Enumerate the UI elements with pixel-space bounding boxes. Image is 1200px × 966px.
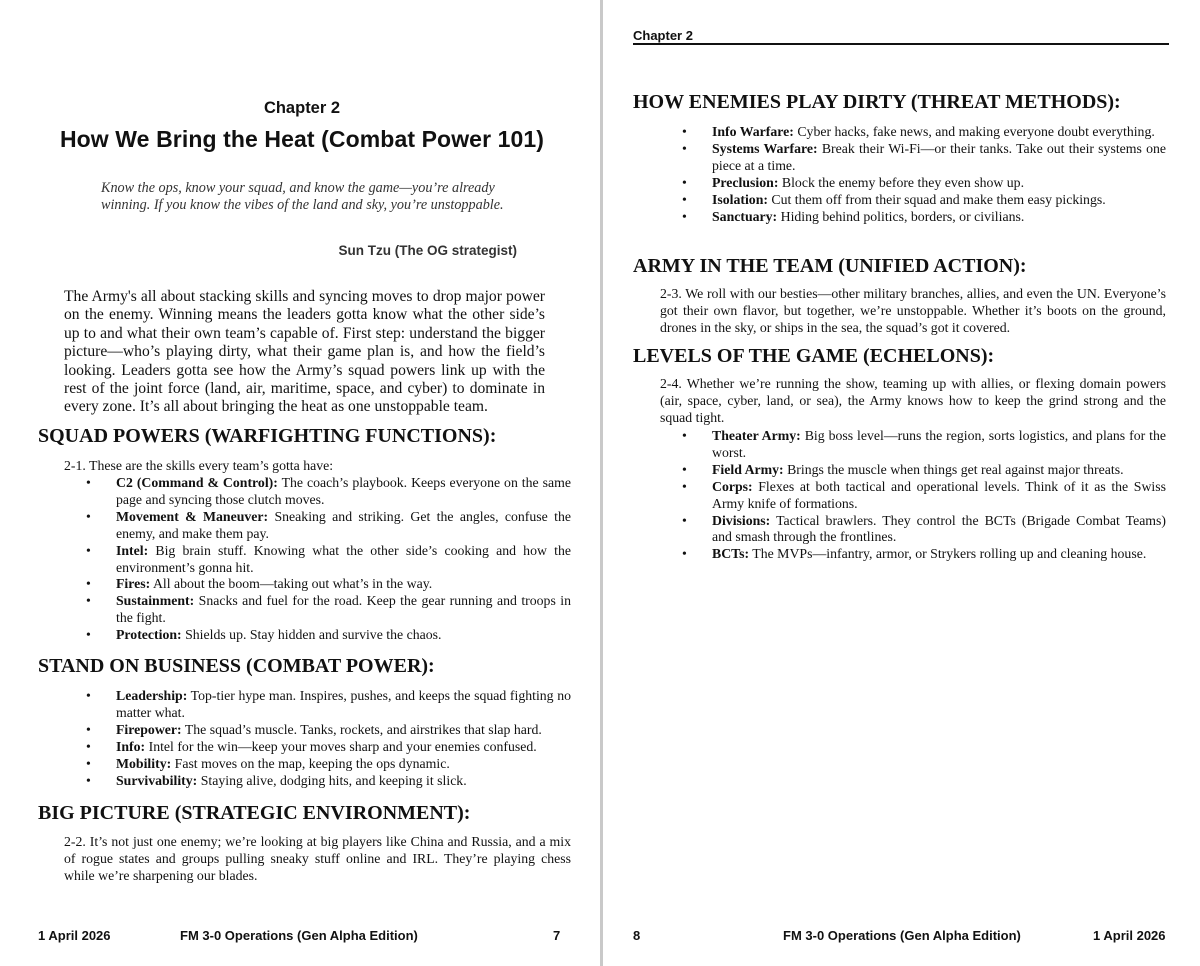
- list-item-text: The squad’s muscle. Tanks, rockets, and airstrikes that slap hard.: [184, 721, 542, 737]
- list-item: [64, 773, 571, 790]
- bullet-icon: •: [682, 512, 687, 528]
- list-item-text: Top-tier hype man. Inspires, pushes, and keeps the squad fighting no matter what.: [116, 688, 571, 720]
- list-item: [64, 576, 571, 593]
- list-item-text: Sneaking and striking. Get the angles, confuse the enemy, and make them pay.: [116, 508, 571, 541]
- list-item-text: Brings the muscle when things get real against major threats.: [787, 461, 1124, 477]
- list-item-term: Systems Warfare:: [712, 140, 818, 156]
- list-item-term: Intel:: [116, 542, 149, 558]
- footer-page-number: 7: [553, 928, 561, 943]
- bullet-icon: •: [86, 576, 91, 592]
- list-item-term: Info:: [116, 738, 146, 754]
- list-item: [660, 546, 1166, 563]
- list-item-term: Protection:: [116, 627, 182, 643]
- list-item-term: Firepower:: [116, 721, 182, 737]
- bullet-icon: •: [86, 738, 91, 754]
- bullet-icon: •: [682, 478, 687, 494]
- section-heading-threat-methods: HOW ENEMIES PLAY DIRTY (THREAT METHODS):: [633, 91, 1121, 113]
- section-heading-echelons: LEVELS OF THE GAME (ECHELONS):: [633, 345, 995, 367]
- bullet-icon: •: [86, 721, 91, 737]
- bullet-icon: •: [86, 475, 91, 490]
- list-item-term: Preclusion:: [712, 174, 779, 190]
- list-item: [64, 756, 571, 773]
- combat-power-list: [64, 688, 571, 789]
- list-item: [64, 475, 571, 509]
- list-item-term: Sanctuary:: [712, 208, 778, 224]
- footer-page-number: 8: [633, 928, 641, 943]
- list-item: [660, 428, 1166, 462]
- list-item-term: Isolation:: [712, 191, 768, 207]
- list-item: [660, 175, 1166, 192]
- intro-paragraph: The Army's all about stacking skills and syncing moves to drop major power on the enemy. Winning means the leaders gotta know what the other side’s up to and what their own team’s capable of. First step: understand the bigger picture—who’s playing dirty, what their game plan is, and how the field’s looking. Leaders gotta see how the Army’s squad powers link up with the rest of the joint force (land, air, maritime, space, and cyber) to dominate in every zone. It’s all about bringing the heat as one unstoppable team.: [64, 288, 545, 416]
- list-item: [660, 513, 1166, 547]
- running-head: Chapter 2: [633, 28, 693, 43]
- footer-title: FM 3-0 Operations (Gen Alpha Edition): [180, 928, 418, 943]
- list-item: [64, 739, 571, 756]
- section-heading-squad-powers: SQUAD POWERS (WARFIGHTING FUNCTIONS):: [38, 425, 497, 447]
- squad-powers-list: [64, 475, 571, 644]
- footer-title: FM 3-0 Operations (Gen Alpha Edition): [783, 928, 1021, 943]
- list-item-text: Big brain stuff. Knowing what the other side’s cooking and how the environment’s gonna hit.: [116, 542, 571, 575]
- list-item-term: Corps:: [712, 478, 753, 494]
- list-item-term: Movement & Maneuver:: [116, 508, 269, 524]
- list-item: [660, 209, 1166, 226]
- footer-date: 1 April 2026: [38, 928, 111, 943]
- list-item-term: Fires:: [116, 576, 151, 592]
- bullet-icon: •: [86, 627, 91, 643]
- list-item-term: Sustainment:: [116, 593, 195, 609]
- list-item: [660, 124, 1166, 141]
- list-item: [64, 722, 571, 739]
- bullet-icon: •: [682, 208, 687, 224]
- list-item: [660, 479, 1166, 513]
- footer-date: 1 April 2026: [1093, 928, 1166, 943]
- bullet-icon: •: [86, 508, 91, 524]
- list-item-term: Info Warfare:: [712, 124, 794, 139]
- list-item-term: Survivability:: [116, 772, 198, 788]
- list-item-text: Intel for the win—keep your moves sharp and your enemies confused.: [148, 738, 537, 754]
- list-item: [64, 543, 571, 577]
- list-item-text: Block the enemy before they even show up.: [781, 174, 1025, 190]
- list-item-term: C2 (Command & Control):: [116, 475, 278, 490]
- list-item-text: Hiding behind politics, borders, or civilians.: [780, 208, 1025, 224]
- bullet-icon: •: [86, 688, 91, 703]
- echelons-list: [660, 428, 1166, 563]
- bullet-icon: •: [86, 593, 91, 609]
- list-item-text: Big boss level—runs the region, sorts logistics, and plans for the worst.: [712, 428, 1166, 460]
- echelons-paragraph: 2-4. Whether we’re running the show, teaming up with allies, or flexing domain powers (air, space, cyber, land, or sea), the Army knows how to keep the grind strong and the squad tight.: [660, 376, 1166, 425]
- bullet-icon: •: [682, 174, 687, 190]
- squad-powers-lead: 2-1. These are the skills every team’s gotta have:: [64, 458, 334, 473]
- big-picture-paragraph: 2-2. It’s not just one enemy; we’re looking at big players like China and Russia, and a mix of rogue states and groups pulling sneaky stuff online and IRL. They’re playing chess while we’re sharpening our blades.: [64, 834, 571, 883]
- right-page: [603, 0, 1200, 966]
- section-heading-unified-action: ARMY IN THE TEAM (UNIFIED ACTION):: [633, 255, 1027, 277]
- bullet-icon: •: [682, 461, 687, 477]
- bullet-icon: •: [682, 140, 687, 156]
- bullet-icon: •: [682, 428, 687, 443]
- list-item-term: BCTs:: [712, 546, 750, 562]
- list-item-text: Tactical brawlers. They control the BCTs (Brigade Combat Teams) and smash through the frontlines.: [712, 512, 1167, 545]
- list-item: [660, 462, 1166, 479]
- bullet-icon: •: [86, 755, 91, 771]
- list-item: [64, 509, 571, 543]
- list-item-text: All about the boom—taking out what’s in the way.: [152, 576, 433, 592]
- list-item: [660, 192, 1166, 209]
- list-item-text: Fast moves on the map, keeping the ops dynamic.: [174, 755, 450, 771]
- list-item: [64, 627, 571, 644]
- unified-action-paragraph: 2-3. We roll with our besties—other military branches, allies, and even the UN. Everyone’s got their own flavor, but together, we’re unstoppable. Whether it’s boots on the ground, drones in the sky, or ships in the sea, the squad’s got it covered.: [660, 286, 1166, 335]
- threat-methods-list: [660, 124, 1166, 225]
- list-item-text: Staying alive, dodging hits, and keeping it slick.: [200, 772, 467, 788]
- bullet-icon: •: [682, 546, 687, 562]
- list-item-text: Shields up. Stay hidden and survive the chaos.: [185, 627, 442, 643]
- header-rule: [633, 43, 1169, 45]
- list-item-text: The coach’s playbook. Keeps everyone on the same page and syncing those clutch moves.: [116, 475, 571, 507]
- list-item-text: Break their Wi-Fi—or their tanks. Take out their systems one piece at a time.: [712, 140, 1166, 173]
- bullet-icon: •: [86, 542, 91, 558]
- epigraph: Know the ops, know your squad, and know the game—you’re already winning. If you know the vibes of the land and sky, you’re unstoppable.: [101, 180, 504, 213]
- list-item-term: Field Army:: [712, 461, 784, 477]
- list-item-text: Snacks and fuel for the road. Keep the gear running and troops in the fight.: [116, 593, 571, 626]
- list-item-text: Cyber hacks, fake news, and making everyone doubt everything.: [797, 124, 1155, 139]
- list-item: [660, 141, 1166, 175]
- epigraph-author: Sun Tzu (The OG strategist): [338, 243, 517, 258]
- list-item: [64, 688, 571, 722]
- bullet-icon: •: [86, 772, 91, 788]
- list-item-term: Leadership:: [116, 688, 188, 703]
- chapter-title: How We Bring the Heat (Combat Power 101): [59, 126, 545, 152]
- bullet-icon: •: [682, 124, 687, 139]
- list-item-term: Theater Army:: [712, 428, 801, 443]
- section-heading-combat-power: STAND ON BUSINESS (COMBAT POWER):: [38, 655, 435, 677]
- list-item-term: Divisions:: [712, 512, 771, 528]
- section-heading-big-picture: BIG PICTURE (STRATEGIC ENVIRONMENT):: [38, 802, 471, 824]
- list-item-text: Flexes at both tactical and operational levels. Think of it as the Swiss Army knife of formations.: [712, 478, 1166, 511]
- chapter-label: Chapter 2: [263, 99, 341, 117]
- list-item-text: Cut them off from their squad and make them easy pickings.: [771, 191, 1106, 207]
- bullet-icon: •: [682, 191, 687, 207]
- list-item-term: Mobility:: [116, 755, 172, 771]
- list-item-text: The MVPs—infantry, armor, or Strykers rolling up and cleaning house.: [752, 546, 1147, 562]
- list-item: [64, 593, 571, 627]
